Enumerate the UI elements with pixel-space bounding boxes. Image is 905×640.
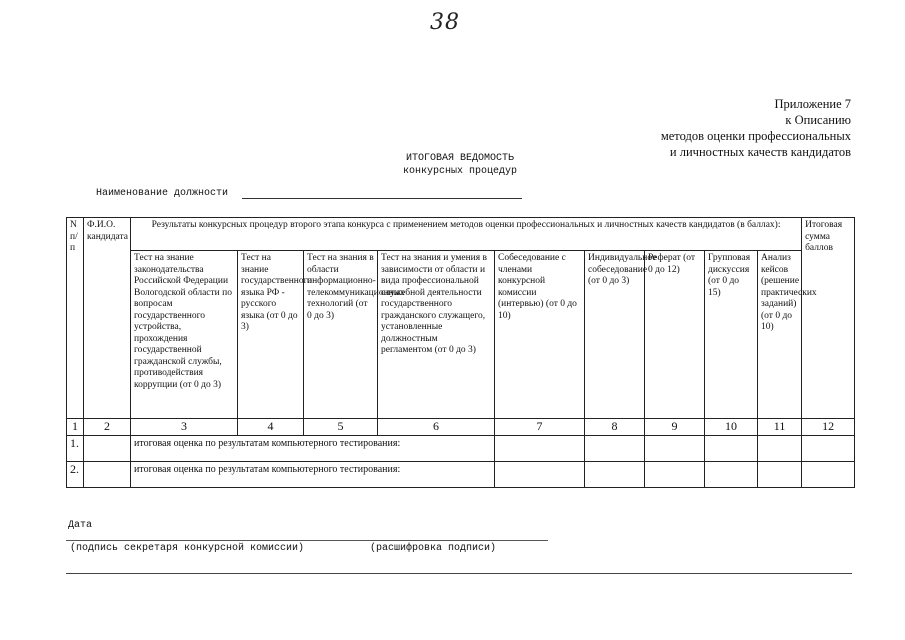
- subcol-header: Тест на знания в области информационно-телекоммуникационных технологий (от 0 до 3): [304, 251, 378, 419]
- column-number: 6: [378, 419, 495, 436]
- position-field-line: [242, 198, 522, 199]
- score-cell[interactable]: [705, 461, 758, 487]
- page-number: 38: [430, 10, 460, 35]
- appendix-line: и личностных качеств кандидатов: [669, 145, 851, 159]
- total-cell[interactable]: [802, 435, 855, 461]
- column-number: 12: [802, 419, 855, 436]
- appendix-line: Приложение 7: [774, 97, 851, 111]
- score-cell[interactable]: [585, 461, 645, 487]
- column-number: 3: [131, 419, 238, 436]
- fio-cell[interactable]: [84, 435, 131, 461]
- appendix-line: методов оценки профессиональных: [660, 129, 851, 143]
- score-cell[interactable]: [645, 435, 705, 461]
- appendix-note: [661, 96, 851, 160]
- title-line: ИТОГОВАЯ ВЕДОМОСТЬ: [405, 153, 515, 164]
- col-header-num: N п/п: [67, 218, 84, 419]
- col-header-fio: Ф.И.О. кандидата: [84, 218, 131, 419]
- score-cell[interactable]: [495, 461, 585, 487]
- score-cell[interactable]: [585, 435, 645, 461]
- signature-decode-caption: (расшифровка подписи): [370, 543, 497, 554]
- date-label: Дата: [68, 520, 93, 531]
- row-label: итоговая оценка по результатам компьютерного тестирования:: [131, 461, 495, 487]
- column-number: 11: [758, 419, 802, 436]
- subcol-header: Тест на знание государственного языка РФ - русского языка (от 0 до 3): [238, 251, 304, 419]
- bottom-divider: [66, 573, 852, 574]
- header-row: [67, 218, 855, 251]
- subcol-header: Собеседование с членами конкурсной комиссии (интервью) (от 0 до 10): [495, 251, 585, 419]
- column-number-row: [67, 419, 855, 436]
- results-table: [66, 217, 855, 488]
- group-header: Результаты конкурсных процедур второго этапа конкурса с применением методов оценки профессиональных и личностных качеств кандидатов (в баллах):: [131, 218, 802, 251]
- row-label: итоговая оценка по результатам компьютерного тестирования:: [131, 435, 495, 461]
- column-number: 8: [585, 419, 645, 436]
- fio-cell[interactable]: [84, 461, 131, 487]
- table-row: [67, 461, 855, 487]
- column-number: 2: [84, 419, 131, 436]
- subcol-header: Групповая дискуссия (от 0 до 15): [705, 251, 758, 419]
- column-number: 7: [495, 419, 585, 436]
- column-number: 9: [645, 419, 705, 436]
- secretary-signature-caption: (подпись секретаря конкурсной комиссии): [70, 543, 305, 554]
- subcol-header: Анализ кейсов (решение практических заданий) (от 0 до 10): [758, 251, 802, 419]
- subcol-header: Реферат (от 0 до 12): [645, 251, 705, 419]
- document-title: [380, 152, 540, 178]
- subcol-header: Индивидуальное собеседование (от 0 до 3): [585, 251, 645, 419]
- row-number: 1.: [67, 435, 84, 461]
- appendix-line: к Описанию: [785, 113, 851, 127]
- position-label: Наименование должности: [96, 188, 229, 199]
- column-number: 1: [67, 419, 84, 436]
- column-number: 4: [238, 419, 304, 436]
- column-number: 10: [705, 419, 758, 436]
- score-cell[interactable]: [758, 461, 802, 487]
- col-header-total: Итоговая сумма баллов: [802, 218, 855, 419]
- total-cell[interactable]: [802, 461, 855, 487]
- signature-line: [66, 540, 548, 541]
- subcol-header: Тест на знание законодательства Российской Федерации Вологодской области по вопросам государственного устройства, прохождения государственной гражданской службы, противодействия коррупции (от 0 до 3): [131, 251, 238, 419]
- score-cell[interactable]: [495, 435, 585, 461]
- subheader-row: [67, 251, 855, 419]
- score-cell[interactable]: [758, 435, 802, 461]
- title-line: конкурсных процедур: [402, 166, 518, 177]
- score-cell[interactable]: [645, 461, 705, 487]
- column-number: 5: [304, 419, 378, 436]
- subcol-header: Тест на знания и умения в зависимости от области и вида профессиональной служебной деятельности государственного гражданского служащего, установленные должностным регламентом (от 0 до 3): [378, 251, 495, 419]
- row-number: 2.: [67, 461, 84, 487]
- table-row: [67, 435, 855, 461]
- score-cell[interactable]: [705, 435, 758, 461]
